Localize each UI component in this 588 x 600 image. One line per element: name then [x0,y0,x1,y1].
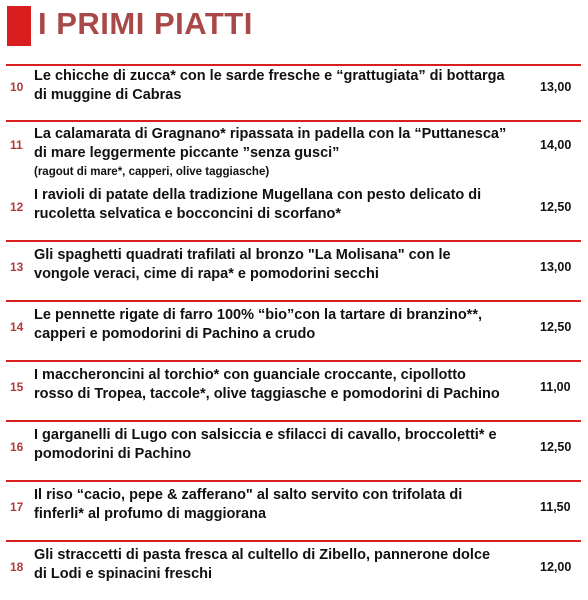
item-number: 12 [10,200,24,214]
item-price: 11,00 [540,380,571,394]
item-description [34,67,534,105]
menu-header [0,0,588,56]
item-price: 12,50 [540,200,572,214]
divider-rule [6,360,581,362]
item-description-line-1: La calamarata di Gragnano* ripassata in padella con la “Puttanesca” [34,126,507,142]
item-description-line-1: I garganelli di Lugo con salsiccia e sfilacci di cavallo, broccoletti* e [34,427,497,443]
item-description-line-2: di mare leggermente piccante ”senza gusci” [34,145,340,161]
item-description-line-2: rucoletta selvatica e bocconcini di scorfano* [34,206,342,222]
item-description-line-2: rosso di Tropea, taccole*, olive taggiasche e pomodorini di Pachino [34,386,500,402]
page-title: I PRIMI PIATTI [38,6,253,41]
item-number: 15 [10,380,24,394]
item-number: 10 [10,80,24,94]
item-description [34,246,534,284]
item-number: 11 [10,138,23,152]
item-price: 12,00 [540,560,572,574]
item-description-line-1: Gli spaghetti quadrati trafilati al bronzo "La Molisana" con le [34,247,451,263]
divider-rule [6,300,581,302]
item-price: 13,00 [540,80,572,94]
item-price: 12,50 [540,320,572,334]
divider-rule [6,64,581,66]
item-price: 12,50 [540,440,572,454]
item-description-line-1: Il riso “cacio, pepe & zafferano" al salto servito con trifolata di [34,487,463,503]
item-description [34,186,534,224]
item-price: 11,50 [540,500,571,514]
divider-rule [6,540,581,542]
item-number: 16 [10,440,24,454]
item-description [34,125,534,163]
divider-rule [6,480,581,482]
item-number: 14 [10,320,24,334]
item-description [34,426,534,464]
item-number: 18 [10,560,24,574]
item-description [34,486,534,524]
item-description-line-2: vongole veraci, cime di rapa* e pomodorini secchi [34,266,379,282]
item-number: 13 [10,260,24,274]
item-description-line-1: Le pennette rigate di farro 100% “bio”con la tartare di branzino**, [34,307,482,323]
item-description-line-1: I ravioli di patate della tradizione Mugellana con pesto delicato di [34,187,482,203]
item-description [34,306,534,344]
item-price: 14,00 [540,138,572,152]
item-price: 13,00 [540,260,572,274]
divider-rule [6,120,581,122]
header-accent-bar [7,6,31,46]
item-note: (ragout di mare*, capperi, olive taggiasche) [34,166,270,178]
item-description-line-1: Le chicche di zucca* con le sarde fresche e “grattugiata” di bottarga [34,68,505,84]
item-number: 17 [10,500,24,514]
item-description [34,366,534,404]
divider-rule [6,420,581,422]
item-description-line-2: finferli* al profumo di maggiorana [34,506,267,522]
item-description [34,546,534,584]
divider-rule [6,240,581,242]
item-description-line-2: capperi e pomodorini di Pachino a crudo [34,326,316,342]
item-description-line-2: di Lodi e spinacini freschi [34,566,213,582]
item-description-line-1: Gli straccetti di pasta fresca al cultello di Zibello, pannerone dolce [34,547,491,563]
item-description-line-2: pomodorini di Pachino [34,446,192,462]
item-description-line-2: di muggine di Cabras [34,87,182,103]
item-description-line-1: I maccheroncini al torchio* con guanciale croccante, cipollotto [34,367,466,383]
